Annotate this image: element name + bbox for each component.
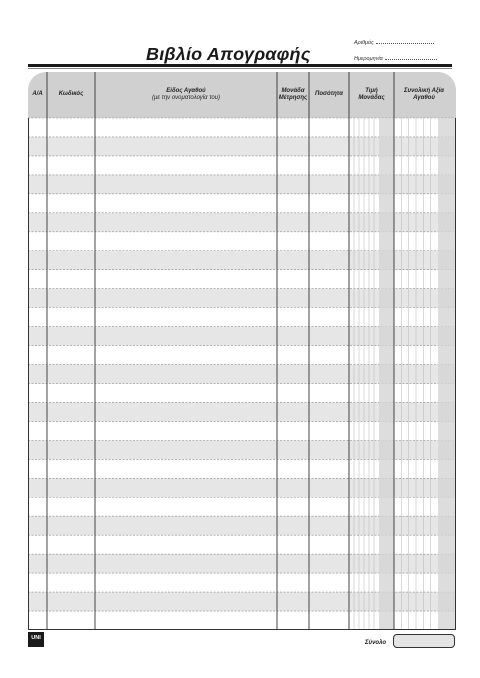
col-price-header: Τιμή Μονάδας: [358, 87, 385, 101]
number-label: Αριθμός: [354, 40, 374, 46]
col-qty-header: Ποσότητα: [315, 91, 343, 98]
col-total-header: Συνολική Αξία Αγαθού: [403, 87, 445, 101]
brand-logo-bar: [28, 644, 44, 647]
total-label: Σύνολο: [365, 640, 387, 646]
col-code-header: Κωδικός: [58, 91, 84, 98]
brand-logo: UNI: [28, 632, 44, 644]
col-aa-header: Α/Α: [32, 91, 43, 98]
table-frame: [28, 118, 456, 630]
col-unit-header: Μονάδα Μέτρησης: [278, 87, 308, 101]
form-title: Βιβλίο Απογραφής: [146, 44, 311, 64]
date-label: Ημερομηνία: [354, 56, 383, 62]
total-box[interactable]: [393, 634, 455, 648]
col-item-header: Είδος Αγαθού (με την ονοματολογία του): [151, 87, 221, 101]
